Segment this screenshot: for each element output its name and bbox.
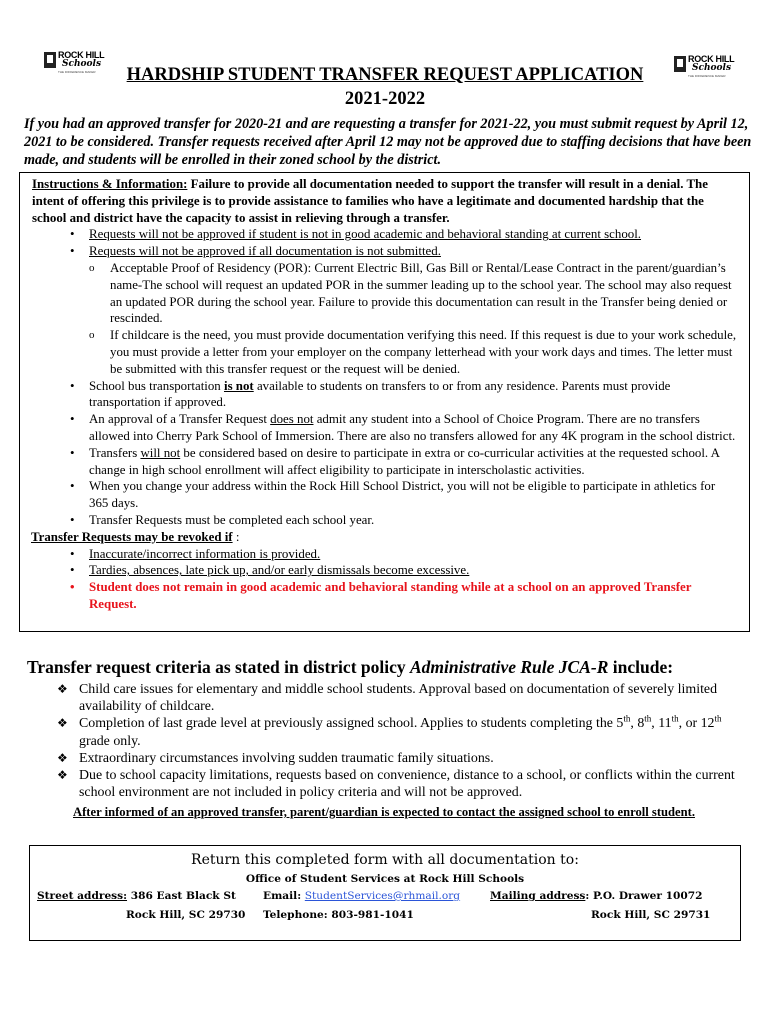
- list-item: ❖ Due to school capacity limitations, requests based on convenience, distance to a school, or conflicts within the current school environment are not included in policy criteria and will not be approved.: [55, 767, 755, 801]
- list-item-text: be considered based on desire to participate in extra or co-curricular activities at the requested school. A change in high school enrollment will affect eligibility to participate in interscholastic activities.: [89, 445, 720, 477]
- return-title: Return this completed form with all documentation to:: [191, 852, 579, 868]
- criteria-heading-text: Transfer request criteria as stated in district policy: [27, 657, 410, 677]
- instructions-list: [32, 226, 737, 528]
- criteria-list: [55, 681, 755, 801]
- list-item-text: An approval of a Transfer Request: [89, 412, 271, 427]
- list-item: • Requests will not be approved if student is not in good academic and behavioral standing at current school.: [32, 226, 737, 243]
- list-item-text: Requests will not be approved if all documentation is not submitted.: [89, 244, 441, 259]
- revoke-label: Transfer Requests may be revoked if: [31, 529, 233, 544]
- email-label: Email:: [263, 890, 305, 902]
- instructions-lead-text: Failure to provide all documentation needed to support the transfer will result in a denial. The intent of offering this privilege is to provide assistance to families who have a legitimate and documented hardship that the school and district have the capacity to assist in relieving through a transfer.: [32, 177, 708, 225]
- instructions-lead: [32, 176, 737, 226]
- title-text: HARDSHIP STUDENT TRANSFER REQUEST APPLICATION: [126, 65, 644, 85]
- policy-name: Administrative Rule JCA-R: [410, 657, 609, 677]
- telephone: Telephone: 803-981-1041: [263, 909, 414, 921]
- list-item-text: , or 12: [678, 716, 715, 732]
- street-address: [37, 890, 236, 902]
- list-item: [32, 411, 737, 445]
- list-item-text: Transfers: [89, 445, 141, 460]
- list-item-emphasis: does not: [270, 412, 314, 427]
- mailing-address-label: Mailing address: [490, 890, 586, 902]
- enroll-notice: After informed of an approved transfer, parent/guardian is expected to contact the assigned school to enroll student.: [73, 805, 695, 819]
- list-item-emphasis: is not: [223, 378, 254, 393]
- superscript: th: [644, 713, 652, 724]
- page-title: [0, 65, 770, 86]
- list-item: • Tardies, absences, late pick up, and/or early dismissals become excessive.: [32, 562, 737, 579]
- list-item: [55, 715, 755, 749]
- superscript: th: [671, 713, 679, 724]
- mailing-city: Rock Hill, SC 29731: [591, 909, 711, 921]
- list-item: ❖ Child care issues for elementary and middle school students. Approval based on documentation of severely limited availability of childcare.: [55, 681, 755, 715]
- list-item-text: admit any student into a School of Choice Program. There are no transfers allowed into Cherry Park School of Immersion. There are also no transfers allowed for any 4K program in the school district.: [89, 412, 736, 443]
- office-name: Office of Student Services at Rock Hill Schools: [245, 873, 525, 885]
- instructions-box: [19, 172, 750, 632]
- return-address-box: [29, 845, 741, 941]
- sub-list-item: o If childcare is the need, you must provide documentation verifying this need. If this request is due to your work schedule, you must provide a letter from your employer on the company letterhead with your work days and times. The letter must be submitted with this transfer request or the request will be denied.: [32, 327, 737, 377]
- revoke-list: [32, 546, 737, 613]
- list-item-text: grade only.: [79, 733, 141, 749]
- list-item: [32, 243, 737, 377]
- criteria-heading: [27, 657, 757, 678]
- list-item: • Inaccurate/incorrect information is provided.: [32, 546, 737, 563]
- email: [263, 890, 460, 902]
- list-item-emphasis: will not: [140, 445, 181, 460]
- list-item: [32, 445, 737, 479]
- instructions-label: Instructions & Information:: [32, 177, 188, 191]
- list-item: [32, 378, 737, 412]
- superscript: th: [714, 713, 722, 724]
- mailing-address: [490, 890, 703, 902]
- logo-text-schools: Schools: [62, 59, 102, 69]
- list-item: ❖ Extraordinary circumstances involving sudden traumatic family situations.: [55, 750, 755, 767]
- list-item-text: School bus transportation: [89, 378, 224, 393]
- street-address-value: 386 East Black St: [127, 890, 236, 902]
- list-item-text: , 11: [651, 716, 672, 732]
- sub-list: [89, 260, 737, 378]
- street-city: Rock Hill, SC 29730: [126, 909, 246, 921]
- revoke-heading: [31, 529, 737, 546]
- street-address-label: Street address:: [37, 890, 128, 902]
- logo-text-schools: Schools: [692, 63, 732, 73]
- logo-text-rock-hill: ROCK HILL: [688, 54, 735, 64]
- list-item-text: available to students on transfers to or from any residence. Parents must provide transportation if approved.: [89, 378, 671, 410]
- superscript: th: [623, 713, 631, 724]
- logo-text-rock-hill: ROCK HILL: [58, 50, 105, 60]
- list-item-text: Completion of last grade level at previously assigned school. Applies to students completing the 5: [79, 716, 624, 732]
- sub-list-item: o Acceptable Proof of Residency (POR): Current Electric Bill, Gas Bill or Rental/Lease Contract in the parent/guardian’s name-The school will request an updated POR in the summer leading up to the school year. The school may also request an updated POR during the school year. Failure to provide this documentation can result in the Transfer being denied or rescinded.: [32, 260, 737, 327]
- list-item: • Transfer Requests must be completed each school year.: [32, 512, 737, 529]
- email-link[interactable]: StudentServices@rhmail.org: [304, 890, 461, 902]
- list-item-text: , 8: [630, 716, 645, 732]
- list-item-warning: • Student does not remain in good academic and behavioral standing while at a school on an approved Transfer Request.: [32, 579, 737, 613]
- school-year: 2021-2022: [344, 89, 426, 109]
- list-item: • When you change your address within the Rock Hill School District, you will not be eligible to participate in athletics for 365 days.: [32, 478, 737, 512]
- logo-tagline: THE DIFFERENCE MAKER: [688, 74, 726, 78]
- logo-tagline: THE DIFFERENCE MAKER: [58, 70, 96, 74]
- mailing-address-value: : P.O. Drawer 10072: [585, 890, 703, 902]
- criteria-heading-text: include:: [608, 657, 674, 677]
- revoke-colon: :: [232, 529, 240, 544]
- intro-notice: If you had an approved transfer for 2020-21 and are requesting a transfer for 2021-22, you must submit request by April 12, 2021 to be considered. Transfer requests received after April 12 may not be approved due to staffing decisions that have been made, and students will be enrolled in their zoned school by the district.: [24, 116, 752, 168]
